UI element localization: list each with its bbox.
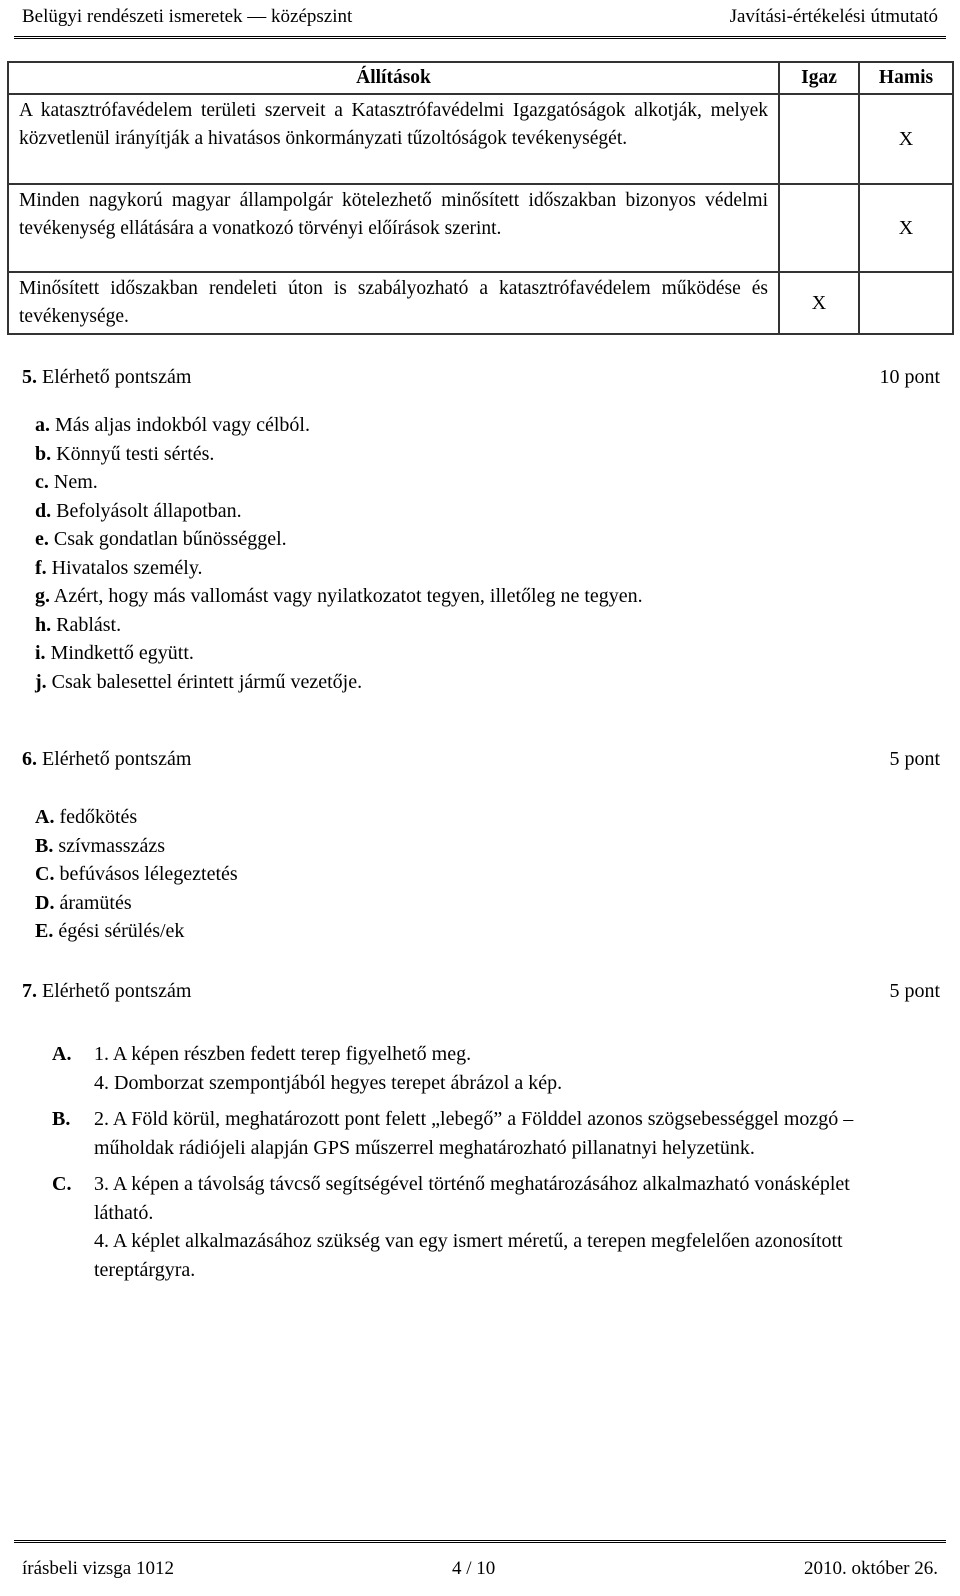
table-row — [8, 272, 953, 334]
section-points: 5 pont — [889, 748, 940, 770]
igaz-mark: X — [779, 272, 859, 334]
claim-text: Minden nagykorú magyar állampolgár kötelezhető minősített időszakban bizonyos védelmi tevékenység ellátására a vonatkozó törvényi előírások szerint. — [8, 184, 779, 272]
claim-text: A katasztrófavédelem területi szerveit a Katasztrófavédelmi Igazgatóságok alkotják, melyek közvetlenül irányítják a hivatásos önkormányzati tűzoltóságok tevékenységét. — [8, 94, 779, 184]
list-item: e. Csak gondatlan bűnösséggel. — [35, 528, 287, 550]
section-6-heading — [22, 748, 940, 771]
list-item: C. befúvásos lélegeztetés — [35, 863, 238, 885]
section-title: Elérhető pontszám — [42, 980, 192, 1002]
section-title: Elérhető pontszám — [42, 366, 192, 388]
page-header — [0, 0, 960, 48]
list-item: h. Rablást. — [35, 613, 122, 636]
list-item: E. égési sérülés/ek — [35, 920, 185, 942]
header-right: Javítási-értékelési útmutató — [729, 6, 938, 27]
list-item: i. Mindkettő együtt. — [35, 642, 194, 664]
footer-page-number: 4 / 10 — [452, 1558, 496, 1579]
header-allitasok: Állítások — [8, 62, 779, 94]
table-row — [8, 184, 953, 272]
claim-text: Minősített időszakban rendeleti úton is szabályozható a katasztrófavédelem működése és tevékenysége. — [8, 272, 779, 334]
list-item: D. áramütés — [35, 891, 132, 914]
list-item: f. Hivatalos személy. — [35, 556, 203, 579]
header-hamis: Hamis — [859, 62, 953, 94]
section-title: Elérhető pontszám — [42, 748, 192, 770]
list-item: d. Befolyásolt állapotban. — [35, 499, 242, 522]
claims-table — [7, 61, 954, 335]
section-5-heading — [22, 366, 940, 389]
list-item: C. 3. A képen a távolság távcső segítségével történő meghatározásához alkalmazható vonásképlet látható. 4. A képlet alkalmazásához szükség van egy ismert méretű, a terepen megfelelően azonosított tereptárgyra. — [52, 1173, 850, 1281]
table-row — [8, 94, 953, 184]
header-igaz: Igaz — [779, 62, 859, 94]
igaz-mark — [779, 94, 859, 184]
list-item: A. fedőkötés — [35, 806, 138, 828]
footer-date: 2010. október 26. — [803, 1558, 938, 1579]
list-item: g. Azért, hogy más vallomást vagy nyilatkozatot tegyen, illetőleg ne tegyen. — [35, 585, 643, 607]
list-item: b. Könnyű testi sértés. — [35, 442, 215, 465]
section-points: 10 pont — [879, 366, 940, 388]
section-number: 7. — [22, 980, 37, 1002]
list-item: B. szívmasszázs — [35, 834, 165, 857]
page-footer — [0, 1540, 960, 1596]
hamis-mark — [859, 272, 953, 334]
section-7-heading — [22, 980, 940, 1003]
footer-rule — [14, 1540, 946, 1543]
list-item: j. Csak balesettel érintett jármű vezetője. — [35, 670, 363, 693]
footer-left: írásbeli vizsga 1012 — [22, 1558, 174, 1579]
igaz-mark — [779, 184, 859, 272]
section-number: 5. — [22, 366, 37, 388]
section-6-answers — [35, 803, 238, 946]
header-left: Belügyi rendészeti ismeretek — középszint — [22, 6, 353, 27]
section-7-answers — [52, 1040, 912, 1284]
section-number: 6. — [22, 748, 37, 770]
table-header-row — [8, 62, 953, 94]
list-item: B. 2. A Föld körül, meghatározott pont felett „lebegő” a Földdel azonos szögsebességgel mozgó – műholdak rádiójeli alapján GPS műszerrel meghatározható pillanatnyi helyzetünk. — [52, 1108, 854, 1159]
header-rule — [14, 36, 946, 39]
list-item: A. 1. A képen részben fedett terep figyelhető meg. 4. Domborzat szempontjából hegyes terepet ábrázol a kép. — [52, 1043, 563, 1094]
list-item: a. Más aljas indokból vagy célból. — [35, 414, 310, 436]
section-5-answers — [35, 411, 643, 696]
list-item: c. Nem. — [35, 471, 98, 493]
hamis-mark: X — [859, 184, 953, 272]
section-points: 5 pont — [889, 980, 940, 1002]
hamis-mark: X — [859, 94, 953, 184]
